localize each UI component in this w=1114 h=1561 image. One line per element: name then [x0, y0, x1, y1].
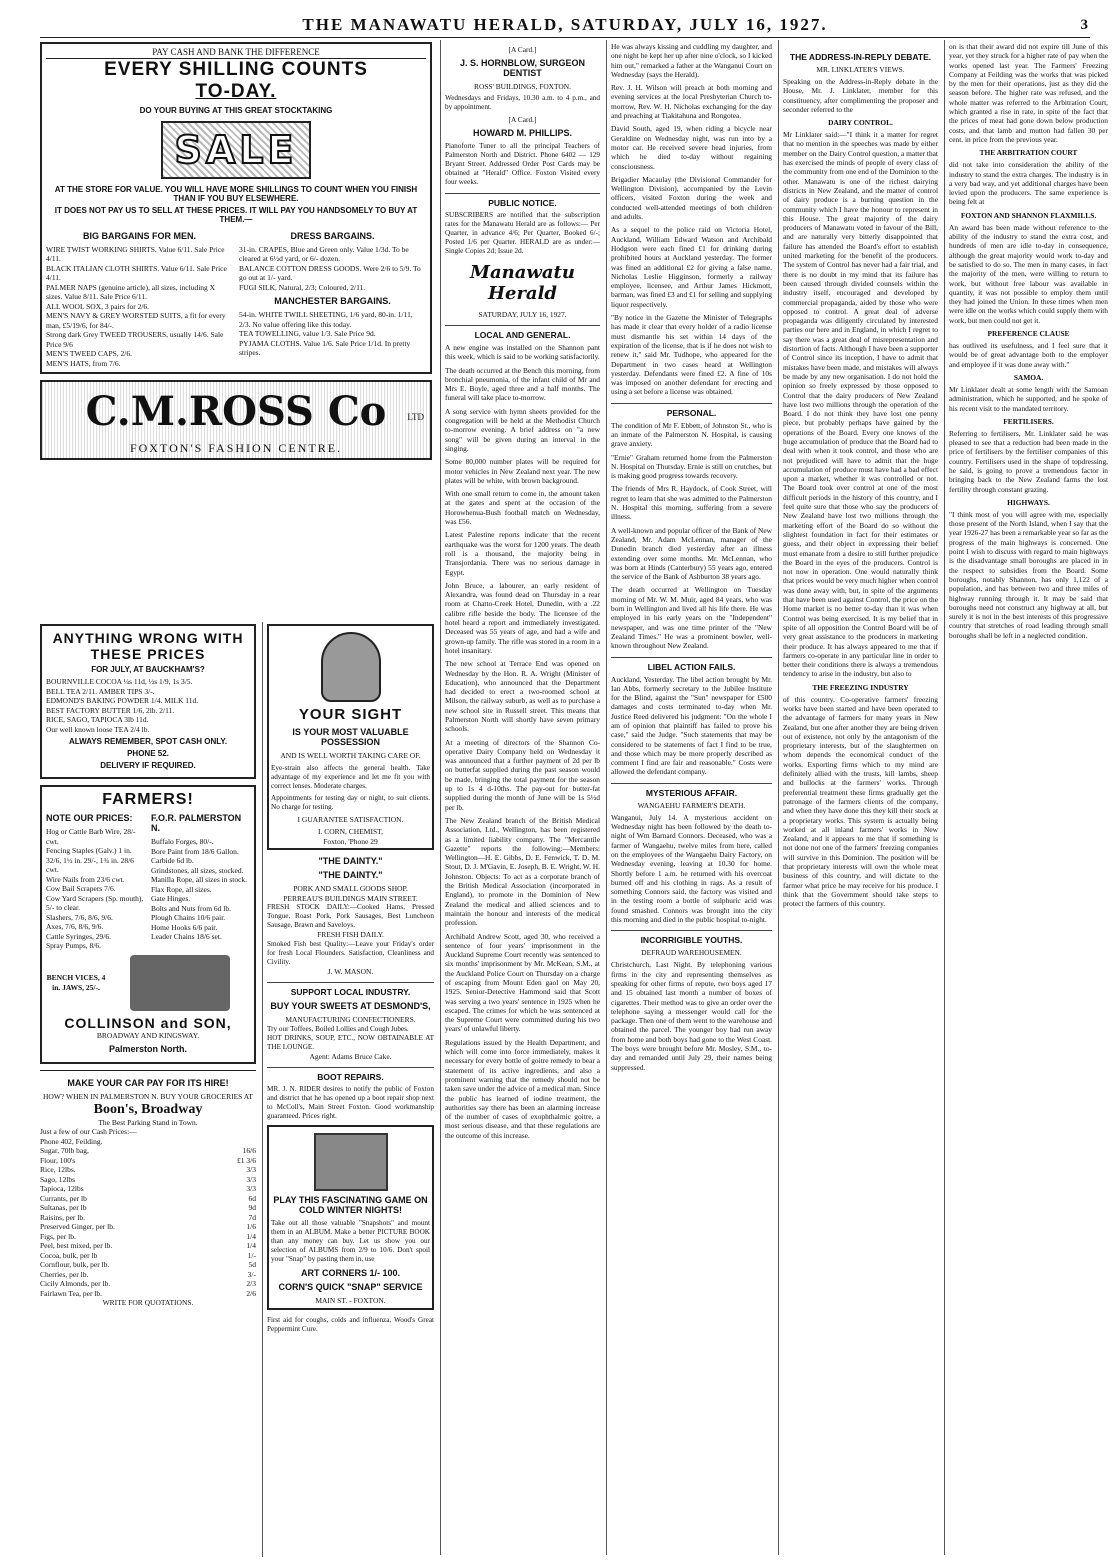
sale-sub: DO YOUR BUYING AT THIS GREAT STOCKTAKING	[139, 105, 333, 115]
paragraph: Some 80,000 number plates will be required for motor vehicles in New Zealand next year. The new plates will be white, with brown background.	[445, 457, 600, 485]
address-body	[783, 77, 938, 909]
price-item: Currants, per lb	[40, 1193, 87, 1203]
youth-sub: DEFRAUD WAREHOUSEMEN.	[641, 948, 742, 958]
farmers-title: FARMERS!	[102, 791, 194, 808]
bauckham-item-0: BOURNVILLE COCOA ¼s 11d, ½s 1/9, 1s 3/5.	[46, 677, 193, 686]
price-item: Tapioca, 12lbs	[40, 1184, 84, 1193]
price-row	[40, 1289, 256, 1299]
price-item: Fairlawn Tea, per lb.	[40, 1288, 103, 1298]
bauckham-item-3: BEST FACTORY BUTTER 1/6, 2lb. 2/11.	[46, 705, 175, 715]
boon-price-list	[40, 1146, 256, 1298]
paragraph: A well-known and popular officer of the Bank of New Zealand, Mr. Adam McLennan, manager of the Dunedin branch died yesterday after an illness extending over some months. Mr. McLennan, who was born at Hinds (Canterbury) 55 years ago, entered the service of the Bank of Ashburton 38 years ago.	[611, 525, 772, 582]
dainty-sub: PORK AND SMALL GOODS SHOP.	[293, 884, 408, 893]
price-value: 1/4	[246, 1241, 256, 1250]
price-value: £1 3/6	[237, 1155, 256, 1165]
bauckham-item-2: EDMOND'S BAKING POWDER 1/4. MILK 11d.	[46, 696, 199, 705]
paragraph: Mr Linklater said:—"I think it a matter for regret that no mention in the speeches was made by either member on the Dairy Control question, a matter that has exercised the minds of people of every class of the community from one end of the Dominion to the other. Manawatu is one of the richest dairying districts in New Zealand, and the matter of control of dairy produce is a burning question in the community which I have the honour to represent in this House. The great majority of the dairy producers of Manawatu voted in favour of the Bill, and are naturally very bitterly disappointed that failure has attended the Board's effort to establish united marketing for the benefit of the producers. The system of Control has never had a fair trial, and there is no doubt in my mind that its failure has been caused through divided counsels within the industry itself, encouraged and developed by commercial propaganda, aided by those who were opposed to control. A great deal of adverse propaganda was diligently circulated by interested parties our here and in England, in which I regret to say there was a great deal of misrepresentation and distortion of facts. Although I have been a supporter of Control since its inception, I have to admit that mistakes have been made, and mistakes will always be made by any new organisation. I do not hold the opinion so freely expressed by those opposed to Control that the dairy producers of New Zealand have lost two millions through the operation of the Board. I do not think they have lost one penny piece, but probably perhaps have gained by the operations of the Board. Every one knows of the huge accumulation of produce that the Board had to deal with when it took control, and those who are not prejudiced will have to admit that the huge accumulation of produce must have had a bad effect upon a market, whether it was controlled or not. The Board took over control at one of the most difficult periods in the history of this country, and I feel quite sure that those who say the producers of New Zealand have lost two millions through the marketing effort of the Board do so without the slightest foundation in fact for their estimates or guess, and their object in expressing their belief must emanate from a desire to still further prejudice the Board in the eyes of the producers. Control is not now in operation. One would naturally think that prices would be very much higher when control was done away with, but, in spite of the arguments that have been used against Control, the price on the Home market is no better to-day than it was when Control was being exercised. It is my belief that in spite of all opposition the Control Board will be of very great assistance to the producers in marketing their produce. It has always appeared to me that if farmers co-operate in any particular line in order to better their conditions there is always a tremendous tendency to arise in the industry, but also to	[783, 130, 938, 679]
dainty-addr: PERREAU'S BUILDINGS MAIN STREET.	[283, 893, 418, 903]
boon-list-head: Just a few of our Cash Prices:—	[40, 1127, 137, 1136]
bauckham-title-1: ANYTHING WRONG WITH	[52, 630, 244, 646]
farm-r-4: Manilla Rope, all sizes in stock.	[151, 875, 248, 884]
price-value: 16/6	[242, 1146, 256, 1155]
spectacles-man-icon	[321, 632, 381, 702]
price-item: Preserved Ginger, per lb.	[40, 1222, 115, 1231]
sight-title: YOUR SIGHT	[298, 706, 403, 723]
dress-2: FUGI SILK, Natural, 2/3; Coloured, 2/11.	[239, 282, 366, 292]
page-number: 3	[1080, 17, 1090, 33]
paper-date: SATURDAY, JULY 16, 1927.	[478, 310, 567, 319]
price-row	[40, 1203, 256, 1213]
farm-l-3: Cow Bail Scrapers 7/6.	[46, 884, 116, 893]
men-6: MEN'S TWEED CAPS, 2/6.	[46, 349, 133, 358]
sale-line-2: IT DOES NOT PAY US TO SELL AT THESE PRICES. IT WILL PAY YOU HANDSOMELY TO BUY AT THEM.—	[54, 205, 418, 224]
paragraph: As a sequel to the police raid on Victoria Hotel, Auckland, William Edward Watson and Archibald Hodgson were each fined £1 for drinking during prohibited hours at Auckland yesterday. The former was fined an additional £2 for giving a false name. Nicholas Leslie Higginson, formerly a railway employee, licensee, and Arthur James Hickmott, barman, was fined £3 and £1 for selling and supplying liquor respectively.	[611, 225, 772, 309]
price-value: 3/3	[246, 1174, 256, 1184]
farm-l-7: Cattle Syringes, 29/6.	[46, 931, 111, 941]
farm-r-3: Grindstones, all sizes, stocked.	[151, 865, 244, 875]
men-head: BIG BARGAINS FOR MEN.	[82, 230, 196, 241]
paragraph: Regulations issued by the Health Department, and which will come into force immediately, makes it necessary for every bottle of goitre remedy to bear a statement of its active ingredients, and also a prominent warning that the remedy should not be taken save under the advice of a medical man. Since the public has learned of iodine treatment, the authorities say there has been an alarming increase of the number of cases of exophthalmic goitre, a most serious disease, and that these regulations are the outcome of this increase.	[445, 1037, 600, 1140]
sale-graphic: SALE	[161, 121, 311, 179]
ross-name: C.M.ROSS Co	[85, 388, 387, 435]
bauckham-title-2: THESE PRICES	[90, 646, 206, 662]
price-item: Raisins, per lb.	[40, 1212, 85, 1222]
address-head: THE ADDRESS-IN-REPLY DEBATE.	[789, 52, 932, 62]
boon-sub: The Best Parking Stand in Town.	[98, 1117, 198, 1127]
paragraph: A new engine was installed on the Shannon pant this week, which is said to be working satisfactorily.	[445, 343, 600, 362]
paragraph: The death occurred at Wellington on Tuesday morning of Mr. W. M. Muir, aged 84 years, who was born in Wellington and lived all his life there. He was employed in his early years on the "Independent" newspaper, and was one time printer of the "New Zealand Times." He was a prominent bowler, well-known throughout New Zealand.	[611, 585, 772, 651]
farm-l-5: Slashers, 7/6, 8/6, 9/6.	[46, 912, 113, 922]
price-value: 6d	[248, 1193, 256, 1203]
dainty-fish: Smoked Fish best Quality:—Leave your Friday's order for fresh Local Flounders. Satisfaction, Cleanliness and Civility.	[267, 939, 434, 966]
price-row	[40, 1232, 256, 1242]
dainty-t1: "THE DAINTY."	[318, 856, 383, 866]
farm-l-4: Cow Yard Scrapers (Sp. mouth), 5/- to clear.	[46, 893, 144, 912]
snap-ad	[267, 1125, 434, 1310]
farm-l-1: Fencing Staples (Galv.) 1 in. 32/6, 1½ in. 29/-, 1¾ in. 28/6 cwt.	[46, 846, 134, 874]
mfr-2: PYJAMA CLOTHS. Value 1/6. Sale Price 1/1d. In pretty stripes.	[239, 338, 411, 357]
price-value: 2/6	[246, 1288, 256, 1298]
price-value: 1/4	[246, 1231, 256, 1241]
price-row	[40, 1146, 256, 1156]
boon-ad	[40, 1070, 256, 1308]
col3	[440, 40, 604, 1555]
subhead: SAMOA.	[1013, 372, 1044, 382]
desmond-t2: BUY YOUR SWEETS AT DESMOND'S,	[270, 1001, 431, 1011]
paragraph: Referring to fertilisers, Mr. Linklater said he was pleased to see that a reduction had been made in the price of fertilisers by the fertiliser companies of this country. Fertilisers used in the shape of topdressing, he said, is going to prove a tremendous factor in bringing back to the New Zealand farms the lost fertility through constant grazing.	[949, 428, 1108, 494]
bauckham-item-1: BELL TEA 2/11. AMBER TIPS 3/-.	[46, 686, 155, 696]
sight-s2: AND IS WELL WORTH TAKING CARE OF.	[280, 751, 421, 760]
col6-items	[949, 42, 1108, 640]
boot-body: MR. J. N. RIDER desires to notify the public of Foxton and district that he has opened up a boot repair shop next to McColl's, Main Street Foxton. Good workmanship guaranteed. Prices right.	[267, 1085, 434, 1120]
bauckham-l2: PHONE 52.	[127, 749, 169, 758]
sale-banner: PAY CASH AND BANK THE DIFFERENCE	[46, 48, 426, 59]
paragraph: Brigadier Macaulay (the Divisional Commander for Wellington Division), accompanied by the Levin officers, visited Foxton during the week and conducted well-attended meetings of both children and adults.	[611, 174, 772, 222]
dainty-body: FRESH STOCK DAILY:—Cooked Hams, Pressed Tongue, Roast Pork, Pork Sausages, Best Luncheon Sausage, Brawn and Saveloys.	[267, 903, 434, 929]
phillips-body: Pianoforte Tuner to all the principal Teachers of Palmerston North and District. Phone 6402 — 129 Bryant Street. Addressed Order Post Cards may be obtained at "Herald" Office. Foxton Visited every four weeks.	[445, 142, 600, 186]
card-2: [A Card.]	[508, 115, 537, 124]
snap-body: Take out all those valuable "Snapshots" and mount them in an ALBUM. Make a better PICTURE BOOK than any money can buy. Let us show you our selection of ALBUMS from 2/9 to 10/6. Don't spoil your "Snap" by pasting them in, use	[271, 1219, 430, 1263]
price-value: 3/3	[246, 1165, 256, 1174]
dentist-body: Wednesdays and Fridays, 10.30 a.m. to 4 p.m., and by appointment.	[445, 94, 600, 111]
sight-body: Eye-strain also affects the general health. Take advantage of my experience and let me fit you with correct lenses. Moderate charges.	[271, 763, 430, 790]
price-row	[40, 1260, 256, 1270]
price-value: 5d	[248, 1260, 256, 1269]
notice-body: SUBSCRIBERS are notified that the subscription rates for the Manawatu Herald are as follows:— Per Quarter, in advance 4/6; Per Quarter, Booked 6/-; Posted 1/6 per Quarter. HERALD are as under:— Single Copies 2d; Issue 2d.	[445, 211, 600, 255]
snap-corn: CORN'S QUICK "SNAP" SERVICE	[278, 1282, 423, 1292]
paragraph: John Bruce, a labourer, an early resident of Alexandra, was found dead on Thursday in a rear room at Chatto-Creek Hotel, Dunedin, with a .22 calibre rifle beside the body. The licensee of the hotel heard a report and immediately investigated. Deceased was 55 years of age, and had a wife and grown-up family. The rifle was stored in a room in a hotel insanitary.	[445, 580, 600, 655]
myst-sub: WANGAEHU FARMER'S DEATH.	[637, 800, 746, 810]
farmers-left-head: NOTE OUR PRICES:	[46, 813, 133, 823]
price-row	[40, 1175, 256, 1185]
dentist-addr: ROSS' BUILDINGS, FOXTON.	[474, 82, 571, 91]
bench-vice-icon	[130, 955, 230, 1011]
snap-head: PLAY THIS FASCINATING GAME ON COLD WINTER NIGHTS!	[273, 1195, 428, 1215]
bauckham-l1: ALWAYS REMEMBER, SPOT CASH ONLY.	[68, 737, 228, 746]
dentist-name: J. S. HORNBLOW, SURGEON DENTIST	[459, 58, 585, 78]
col5	[778, 40, 942, 1555]
paragraph: David South, aged 19, when riding a bicycle near Geraldine on Wednesday night, was run into by a motor car. He received severe head injuries, from which he died to-day without regaining consciousness.	[611, 124, 772, 171]
sight-name: I. CORN, CHEMIST,	[317, 827, 384, 836]
ross-ltd: LTD	[407, 412, 424, 422]
farm-r-5: Flax Rope, all sizes.	[151, 884, 212, 894]
price-row	[40, 1251, 256, 1261]
paragraph: With one small return to come in, the amount taken at the gates and spent at the occasion of the Horowhenua-Bush football match on Wednesday, was £56.	[445, 489, 600, 527]
dainty-t2: "THE DAINTY."	[318, 870, 383, 880]
farm-l-2: Wire Nails from 23/6 cwt.	[46, 874, 125, 884]
sight-addr: Foxton, 'Phone 29	[323, 836, 378, 846]
boon-name: Boon's, Broadway	[93, 1101, 203, 1117]
price-item: Cornflour, bulk, per lb.	[40, 1260, 110, 1269]
paragraph: The New Zealand branch of the British Medical Association, Ltd., Wellington, has been registered as a limited liability company. The "Mercantile Gazette" reports the following:—Members: Wellington—H. E. Gibbs, D. E. Fenwick, T. D. M. Stout, D. J. M'Gavin, E. Joseph, B. E. Wright, W. H. Johnston. Objects: To act as a corporate branch of the British Medical Association (incorporated in England), to promote in the Dominion of New Zealand the medical and allied sciences and to maintain the honour and interests of the medical profession.	[445, 815, 600, 928]
farm-r-9: Home Hooks 6/6 pair.	[151, 922, 218, 932]
subhead: THE ARBITRATION COURT	[979, 148, 1078, 158]
phillips-name: HOWARD M. PHILLIPS.	[473, 128, 572, 138]
dress-1: BALANCE COTTON DRESS GOODS. Were 2/6 to 5/9. To go out at 1/- yard.	[239, 263, 421, 282]
myst-head: MYSTERIOUS AFFAIR.	[611, 783, 772, 798]
mfr-1: TEA TOWELLING, value 1/3. Sale Price 9d.	[239, 329, 376, 338]
price-item: Flour, 100's	[40, 1155, 76, 1165]
paragraph: Rev. J. H. Wilson will preach at both morning and evening services at the local Presbyterian Church to-morrow, Rev. W. H. Nicholas exchanging for the day and preaching at Tiakitahuna and Rongotea.	[611, 83, 772, 121]
sight-ad	[267, 624, 434, 850]
masthead-title: THE MANAWATU HERALD, SATURDAY, JULY 16, 1927.	[302, 15, 828, 34]
paragraph: The friends of Mrs R. Haydock, of Cook Street, will regret to learn that she was admitted to the Palmerston N. Hospital this morning, suffering from a severe illness.	[611, 484, 772, 522]
price-row	[40, 1279, 256, 1289]
mfr-head: MANCHESTER BARGAINS.	[274, 296, 391, 306]
farmers-town: Palmerston North.	[108, 1044, 187, 1054]
paragraph: Archibald Andrew Scott, aged 30, who received a sentence of four years' imprisonment in the Auckland Supreme Court recently was sentenced to six months' imprisonment by Mr. McKean, S.M., at the Auckland Police Court on Thursday on a charge of escaping from Mount Eden gaol on May 20, 1925. Senior-Detective Hammond said that Scott was serving a two years' sentence in 1925 when he escaped. The crimes for which he was sentenced at the Supreme Court were committed during his two years' of unlawful liberty.	[445, 931, 600, 1034]
snap-art: ART CORNERS 1/- 100.	[300, 1268, 401, 1278]
price-item: Cocoa, bulk, per lb	[40, 1250, 98, 1260]
camera-icon	[314, 1133, 388, 1191]
farm-r-8: Plough Chains 10/6 pair.	[151, 913, 226, 922]
col4-items	[611, 42, 772, 397]
farm-r-6: Gate Hinges.	[151, 894, 191, 903]
farm-r-2: Carbide 6d lb.	[151, 856, 194, 865]
youth-body: Christchurch, Last Night. By telephoning various firms in the city and representing themselves as speaking for other firms of repute, two boys aged 17 and 15 obtained last month a number of boxes of cigarettes. Their method was to give an order over the telephone saying a messenger would call for the package. Then one of them went to the warehouse and obtained the parcel. The younger boy had run away from home and both boys had gone to the West Coast. The boys were brought before Mr. Mosley, S.M., to-day and remanded until July 29, their names being suppressed.	[611, 960, 772, 1072]
notice-head: PUBLIC NOTICE.	[445, 193, 600, 208]
price-item: Sultanas, per lb	[40, 1203, 87, 1212]
price-value: 1/-	[247, 1250, 256, 1260]
bauckham-l3: DELIVERY IF REQUIRED.	[100, 761, 196, 770]
paragraph: "I think most of you will agree with me, especially those present of the North Island, when I say that the year 1926-27 has been a remarkable year so far as the progress of the main highways is concerned. One point I wish to discuss with regard to main highways is the disadvantage small boroughs are placed in in the respect to subsidies from the Board. Some boroughs, notably Shannon, has only 1,122 of a population, and has between two and three miles of highway running through it. It may be said that boroughs need not construct any highway at all, but surely it is not in the best interests of this progressive country that stretches of road leading through small boroughs shall be left in a neglected condition.	[949, 509, 1108, 640]
bauckham-item-5: Our well known loose TEA 2/4 lb.	[46, 724, 150, 734]
sight-appt: Appointments for testing day or night, to suit clients. No charge for testing.	[271, 793, 430, 811]
ross-tagline: FOXTON'S FASHION CENTRE.	[129, 441, 343, 455]
men-3: ALL WOOL SOX, 3 pairs for 2/6.	[46, 301, 150, 311]
paragraph: A song service with hymn sheets provided for the congregation will be held at the Methodist Church to-morrow evening. A brief address on "a new song" will be given during an interval in the singing.	[445, 406, 600, 453]
paragraph: "By notice in the Gazette the Minister of Telegraphs has made it clear that every holder of a radio license must dismantle his set within 14 days of the expiration of the license, that is if he does not wish to renew it," said Mr. Tudhope, who appeared for the Department in two cases heard at Wellington yesterday. Defendants were fined £2. A fine of 10s was imposed on another defendant for erecting and using a set before a license was obtained.	[611, 313, 772, 397]
local-head: LOCAL AND GENERAL.	[445, 325, 600, 340]
subhead: FOXTON AND SHANNON FLAXMILLS.	[960, 210, 1097, 220]
price-row	[40, 1194, 256, 1204]
bauckham-item-4: RICE, SAGO, TAPIOCA 3lb 11d.	[46, 715, 149, 724]
farm-l-0: Hog or Cattle Barb Wire, 28/- cwt.	[46, 827, 136, 846]
desmond-b1: Try our Toffees, Boiled Lollies and Cough Jubes.	[267, 1024, 409, 1033]
sale-title-1: EVERY SHILLING COUNTS	[104, 58, 368, 80]
desmond-agent: Agent: Adams Bruce Cake.	[309, 1051, 392, 1061]
dress-head: DRESS BARGAINS.	[290, 230, 375, 241]
paragraph: The death occurred at the Bench this morning, from bronchial pneumonia, of the infant child of Mr and Mrs E. Boyle, aged three and a half months. The funeral will take place to-morrow.	[445, 365, 600, 403]
price-row	[40, 1213, 256, 1223]
sale-title-2: TO-DAY.	[195, 80, 277, 102]
boon-foot: WRITE FOR QUOTATIONS.	[102, 1298, 194, 1307]
boot-head: BOOT REPAIRS.	[267, 1067, 434, 1082]
subhead: HIGHWAYS.	[1007, 497, 1050, 507]
price-item: Cicily Almonds, per lb.	[40, 1279, 111, 1288]
address-sub: MR. LINKLATER'S VIEWS.	[816, 65, 905, 74]
paragraph: The new school at Terrace End was opened on Wednesday by the Hon. R. A. Wright (Minister of Education), who announced that the Department had decided to erect a two-roomed school at Milson, the railway suburb, as well as to purchase a new school site in Russell street. This means that Palmerston North will shortly have seven primary schools.	[445, 659, 600, 734]
paragraph: has outlived its usefulness, and I feel sure that it would be of great advantage both to the employer and employee if it was done away with."	[949, 341, 1108, 369]
farm-r-10: Leader Chains 18/6 set.	[151, 932, 222, 941]
subhead: DAIRY CONTROL.	[828, 118, 893, 128]
price-value: 9d	[248, 1203, 256, 1212]
paper-name: Manawatu Herald	[470, 262, 575, 304]
dainty-ad	[267, 856, 434, 976]
dainty-fish-head: FRESH FISH DAILY.	[317, 930, 384, 939]
price-value: 3/-	[247, 1269, 256, 1279]
price-row	[40, 1222, 256, 1232]
price-item: Peel, best mixed, per lb.	[40, 1241, 113, 1250]
farm-r-1: Bore Paint from 18/6 Gallon.	[151, 846, 239, 856]
men-2: PALMER NAPS (genuine article), all sizes, including X sizes. Value 8/11. Sale Price 6/11.	[46, 282, 216, 301]
price-item: Figs, per lb.	[40, 1231, 76, 1241]
desmond-t1: SUPPORT LOCAL INDUSTRY.	[267, 982, 434, 997]
price-row	[40, 1165, 256, 1175]
libel-body: Auckland, Yesterday. The libel action brought by Mr. Ian Abbs, formerly secretary to the Jubilee Institute for the Blind, against the "Sun" newspaper for £500 damages and costs terminated to-day when Mr. Justice Reed delivered his judgment: "On the whole I am of opinion that plaintiff has failed to prove his case," said the Judge. "Such statements that may be considered to be statements of fact I find to be true, and those which may be more properly described as comment I find are fair and reasonable." Costs were allowed the defendant company.	[611, 674, 772, 777]
masthead	[40, 12, 1090, 38]
personal-items	[611, 421, 772, 651]
boon-how: HOW? WHEN IN PALMERSTON N. BUY YOUR GROCERIES AT	[43, 1092, 253, 1101]
farmers-co: COLLINSON and SON,	[64, 1014, 232, 1031]
price-row	[40, 1156, 256, 1166]
paragraph: did not take into consideration the ability of the industry to stand the extra charges. The industry is in a very bad way, and yet additional charges have been levied upon the producers. The same experience is being felt at	[949, 160, 1108, 207]
desmond-b2: HOT DRINKS, SOUP, ETC., NOW OBTAINABLE AT THE LOUNGE.	[267, 1033, 434, 1051]
farmers-right-head: F.O.R. PALMERSTON N.	[151, 813, 242, 833]
mfr-0: 54-in. WHITE TWILL SHEETING, 1/6 yard, 80-in. 1/11, 2/3. No value offering like this today.	[239, 310, 413, 329]
farmers-vices: BENCH VICES, 4 in. JAWS, 25/-.	[46, 973, 106, 992]
price-value: 3/3	[246, 1184, 256, 1193]
subhead: PREFERENCE CLAUSE	[987, 329, 1070, 339]
subhead: THE FREEZING INDUSTRY	[812, 682, 909, 692]
paragraph: on is that their award did not expire till June of this year, yet they struck for a higher rate of pay when the works opened last year. The Farmers' Freezing Company at Feilding was the works that was picked by the men for their operations, just as they did the season before. The higher rate was refused, and the whole matter was referred to the Arbitration Court, which granted a rise in rate, in spite of the fact that the prices of meat had gone down below production costs, and that lamb and mutton had fallen 30 per cent. in price from the previous year.	[949, 42, 1108, 144]
sale-ad	[40, 42, 432, 374]
ross-ad	[40, 380, 432, 460]
col6	[944, 40, 1112, 1555]
dainty-name: J. W. MASON.	[327, 966, 374, 976]
men-4: MEN'S NAVY & GREY WORSTED SUITS, a fit for every man, £5/19/6, for 84/-.	[46, 311, 226, 330]
snap-ms: MAIN ST. - FOXTON.	[315, 1296, 386, 1305]
dress-0: 31-in. CRAPES, Blue and Green only. Value 1/3d. To be cleared at 6½d yard, or 6/- dozen.	[239, 244, 409, 263]
paragraph: Speaking on the Address-in-Reply debate in the House, Mr. J. Linklater, member for this constituency, after complimenting the proposer and seconder referred to the	[783, 77, 938, 114]
paragraph: The condition of Mr F. Ebbett, of Johnston St., who is an inmate of the Palmerston N. Hospital, is causing grave anxiety.	[611, 420, 772, 449]
sight-s1: IS YOUR MOST VALUABLE POSSESSION	[292, 727, 409, 747]
sight-guar: I GUARANTEE SATISFACTION.	[297, 814, 404, 824]
paragraph: At a meeting of directors of the Shannon Co-operative Dairy Company held on Wednesday it was announced that a further payment of 2d per lb on butterfat supplied during the past season would be made, bringing the total payment for the season up to 1s 4 d-10ths. The pay-out for butter-fat supplied during the month of June will be 1s 5½d per lb.	[445, 737, 600, 812]
sale-line-1: AT THE STORE FOR VALUE. YOU WILL HAVE MORE SHILLINGS TO COUNT WHEN YOU FINISH THAN IF YOU BUY ELSEWHERE.	[54, 184, 418, 203]
price-row	[40, 1241, 256, 1251]
paragraph: An award has been made without reference to the ability of the industry to stand the extra cost, and hundreds of men are idle to-day in consequence, although the great majority would work to-day and be satisfied to do so. The men in many cases, in fact the majority of the men, were willing to return to work, but without free labour was available in quantity, it was not possible to employ them until they had joined the Union. In these times when men were idle on the works which could supply them with work, but men could not get it.	[949, 222, 1108, 325]
men-7: MEN'S HATS, from 7/6.	[46, 358, 121, 368]
price-row	[40, 1270, 256, 1280]
card-1: [A Card.]	[508, 45, 537, 54]
bauckham-ad	[40, 624, 256, 779]
price-item: Cherries, per lb.	[40, 1269, 89, 1279]
local-items	[445, 343, 600, 1140]
boon-head: MAKE YOUR CAR PAY FOR ITS HIRE!	[67, 1078, 229, 1088]
price-row	[40, 1184, 256, 1194]
farm-r-7: Bolts and Nuts from 6d lb.	[151, 903, 231, 913]
paragraph: "Ernie" Graham returned home from the Palmerston N. Hospital on Thursday. Ernie is still on crutches, but is making good progress towards recovery.	[611, 452, 772, 481]
subhead: FERTILISERS.	[1003, 416, 1054, 426]
desmond-t3: MANUFACTURING CONFECTIONERS.	[285, 1015, 416, 1024]
price-item: Sago, 12lbs	[40, 1174, 76, 1184]
price-value: 2/3	[246, 1279, 256, 1288]
price-value: 1/6	[246, 1222, 256, 1231]
youth-head: INCORRIGIBLE YOUTHS.	[611, 930, 772, 945]
men-1: BLACK ITALIAN CLOTH SHIRTS. Value 6/11. Sale Price 4/11.	[46, 263, 227, 282]
price-item: Rice, 12lbs.	[40, 1165, 76, 1174]
farm-l-6: Axes, 7/6, 8/6, 9/6.	[46, 922, 104, 931]
snap-foot: First aid for coughs, colds and influenza, Wood's Great Peppermint Cure.	[267, 1315, 434, 1333]
col1-lower	[40, 622, 260, 1557]
farm-r-0: Buffalo Forges, 80/-.	[151, 837, 214, 846]
paragraph: of this country. Co-operative farmers' freezing works have been started and have been operated to the advantage of farmers for many years in New Zealand, but one after another they are being driven out of existence, not only by the antagonism of the proprietary interests, but of the slaughtermen on whom depends the economical conduct of the works. Exporting firms which to my mind are definitely allied with the trusts, kill lambs, sheep and bullocks at the farmers' works. Through preferential treatment these firms gradually get the patronage of the farmers clients of the company, and when they have done this they kill their stock at a proprietary works. This system is actually being worked at all inland farmers' works in New Zealand, and it appears to me that if something is not done not one of the farmers' freezing companies will survive in this Dominion. The position will be that proprietary interests will own the whole meat business of this country, and will dictate to the farmer what price he may receive for his produce. I think that the Government should take steps to protect the farmers of this country.	[783, 694, 938, 909]
price-value: 7d	[248, 1212, 256, 1222]
col2-lower	[262, 622, 438, 1557]
farm-l-8: Spray Pumps, 8/6.	[46, 941, 102, 950]
myst-body: Wanganui, July 14. A mysterious accident on Wednesday night has been followed by the death to-night of Wm Barnard Connors. Deceased, who was a farmer of Wangaehu, twelve miles from here, called on the employees of the Wangaehu Dairy Factory, on Wednesday evening, leaving at 10.30 for home. Shortly before 1 a.m. he returned with his overcoat burned off and his clothing in rags. As a result of something Connors said, the factory was visited and in the testing room a bottle of sulphuric acid was found smashed. Connors was brought into the city this morning and died in the public hospital to-night.	[611, 812, 772, 925]
paragraph: Mr Linklater dealt at some length with the Samoan administration, which he supported, and he spoke of his recent visit to the mandated territory.	[949, 384, 1108, 413]
personal-head: PERSONAL.	[611, 403, 772, 418]
farmers-ad	[40, 785, 256, 1064]
bauckham-sub: FOR JULY, AT BAUCKHAM'S?	[91, 665, 205, 674]
libel-head: LIBEL ACTION FAILS.	[611, 657, 772, 672]
price-item: Sugar, 70lb bag,	[40, 1146, 89, 1155]
boon-phone: Phone 402, Feilding.	[40, 1136, 103, 1146]
paragraph: He was always kissing and cuddling my daughter, and one night he kept her up after nine o'clock, so I kicked him out," remarked a father at the Wanganui Court on Wednesday (says the Herald).	[611, 42, 772, 79]
paragraph: Latest Palestine reports indicate that the recent earthquake was the worst for 1200 years. The death roll is a thousand, the majority being in Transjordania. There was no serious damage in Egypt.	[445, 530, 600, 577]
col4	[606, 40, 776, 1555]
men-5: Strong dark Grey TWEED TROUSERS, usually 14/6. Sale Price 9/6	[46, 330, 224, 349]
men-0: WIRE TWIST WORKING SHIRTS. Value 6/11. Sale Price 4/11.	[46, 244, 225, 263]
farmers-addr: BROADWAY AND KINGSWAY.	[96, 1030, 200, 1040]
